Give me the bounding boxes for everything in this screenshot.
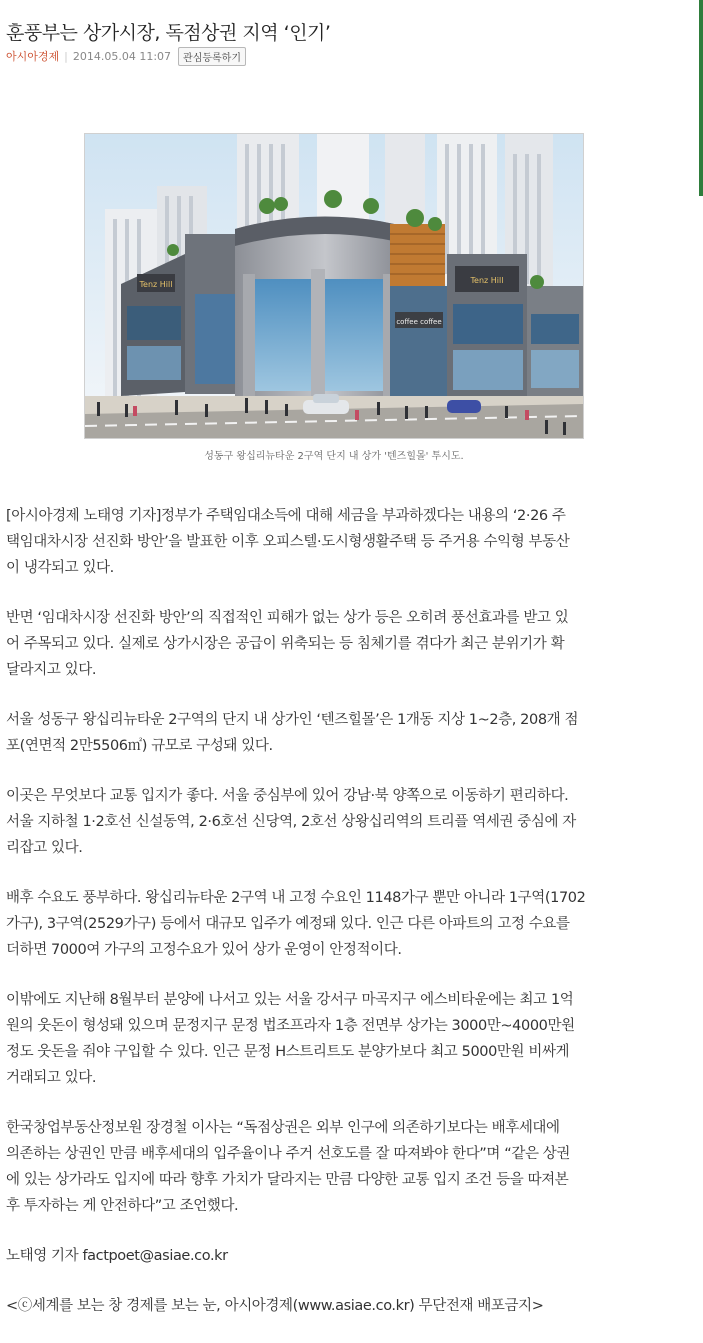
paragraph: 이밖에도 지난해 8월부터 분양에 나서고 있는 서울 강서구 마곡지구 에스비타운에는 최고 1억 원의 웃돈이 형성돼 있으며 문정지구 문정 법조프라자 1층 전면부 상가는 3000만~4000만원 정도 웃돈을 줘야 구입할 수 있다. 인근 문정 H스트리트도 분양가보다 최고 5000만원 비싸게 거래되고 있다. (6, 992, 575, 1086)
copyright-notice: <ⓒ세계를 보는 창 경제를 보는 눈, 아시아경제(www.asiae.co.kr) 무단전재 배포금지> (6, 1298, 544, 1314)
paragraph: 한국창업부동산정보원 장경철 이사는 “독점상권은 외부 인구에 의존하기보다는 배후세대에 의존하는 상권인 만큼 배후세대의 입주율이나 주거 선호도를 잘 따져봐야 한다”며 “같은 상권 에 있는 상가라도 입지에 따라 향후 가치가 달라지는 만큼 다양한 교통 입지 조건 등을 따져본 후 투자하는 게 안전하다”고 조언했다. (6, 1120, 570, 1214)
article-source[interactable]: 아시아경제 (6, 50, 60, 63)
paragraph: 배후 수요도 풍부하다. 왕십리뉴타운 2구역 내 고정 수요인 1148가구 뿐만 아니라 1구역(1702 가구), 3구역(2529가구) 등에서 대규모 입주가 예정돼 있다. 인근 다른 아파트의 고정 수요를 더하면 7000여 가구의 고정수요가 있어 상가 운영이 안정적이다. (6, 890, 586, 958)
paragraph: 이곳은 무엇보다 교통 입지가 좋다. 서울 중심부에 있어 강남·북 양쪽으로 이동하기 편리하다. 서울 지하철 1·2호선 신설동역, 2·6호선 신당역, 2호선 상왕십리역의 트리플 역세권 중심에 자 리잡고 있다. (6, 788, 576, 856)
image-caption: 성동구 왕십리뉴타운 2구역 단지 내 상가 '텐즈힐몰' 투시도. (204, 451, 464, 462)
paragraph: 반면 ‘임대차시장 선진화 방안’의 직접적인 피해가 없는 상가 등은 오히려 풍선효과를 받고 있 어 주목되고 있다. 실제로 상가시장은 공급이 위축되는 등 침체기를 겪다가 최근 분위기가 확 달라지고 있다. (6, 610, 569, 678)
article-headline: 훈풍부는 상가시장, 독점상권 지역 ‘인기’ (6, 22, 331, 44)
photo-sign-left: Tenz Hill (139, 280, 173, 289)
paragraph: [아시아경제 노태영 기자]정부가 주택임대소득에 대해 세금을 부과하겠다는 내용의 ‘2·26 주 택임대차시장 선진화 방안’을 발표한 이후 오피스텔·도시형생활주택 등 주거용 수익형 부동산 이 냉각되고 있다. (6, 508, 570, 576)
reporter-byline: 노태영 기자 factpoet@asiae.co.kr (6, 1248, 228, 1264)
paragraph: 서울 성동구 왕십리뉴타운 2구역의 단지 내 상가인 ‘텐즈힐몰’은 1개동 지상 1~2층, 208개 점 포(연면적 2만5506㎡) 규모로 구성돼 있다. (6, 712, 579, 754)
article-datetime: 2014.05.04 11:07 (72, 49, 172, 63)
article-meta (6, 47, 246, 65)
photo-sign-right: Tenz Hill (470, 276, 504, 285)
article-body (6, 503, 689, 1343)
article-photo (84, 133, 584, 439)
photo-sign-coffee: coffee coffee (396, 318, 442, 326)
follow-button[interactable]: 관심등록하기 (178, 47, 246, 66)
meta-divider: | (64, 49, 68, 63)
right-accent-bar (699, 0, 703, 196)
